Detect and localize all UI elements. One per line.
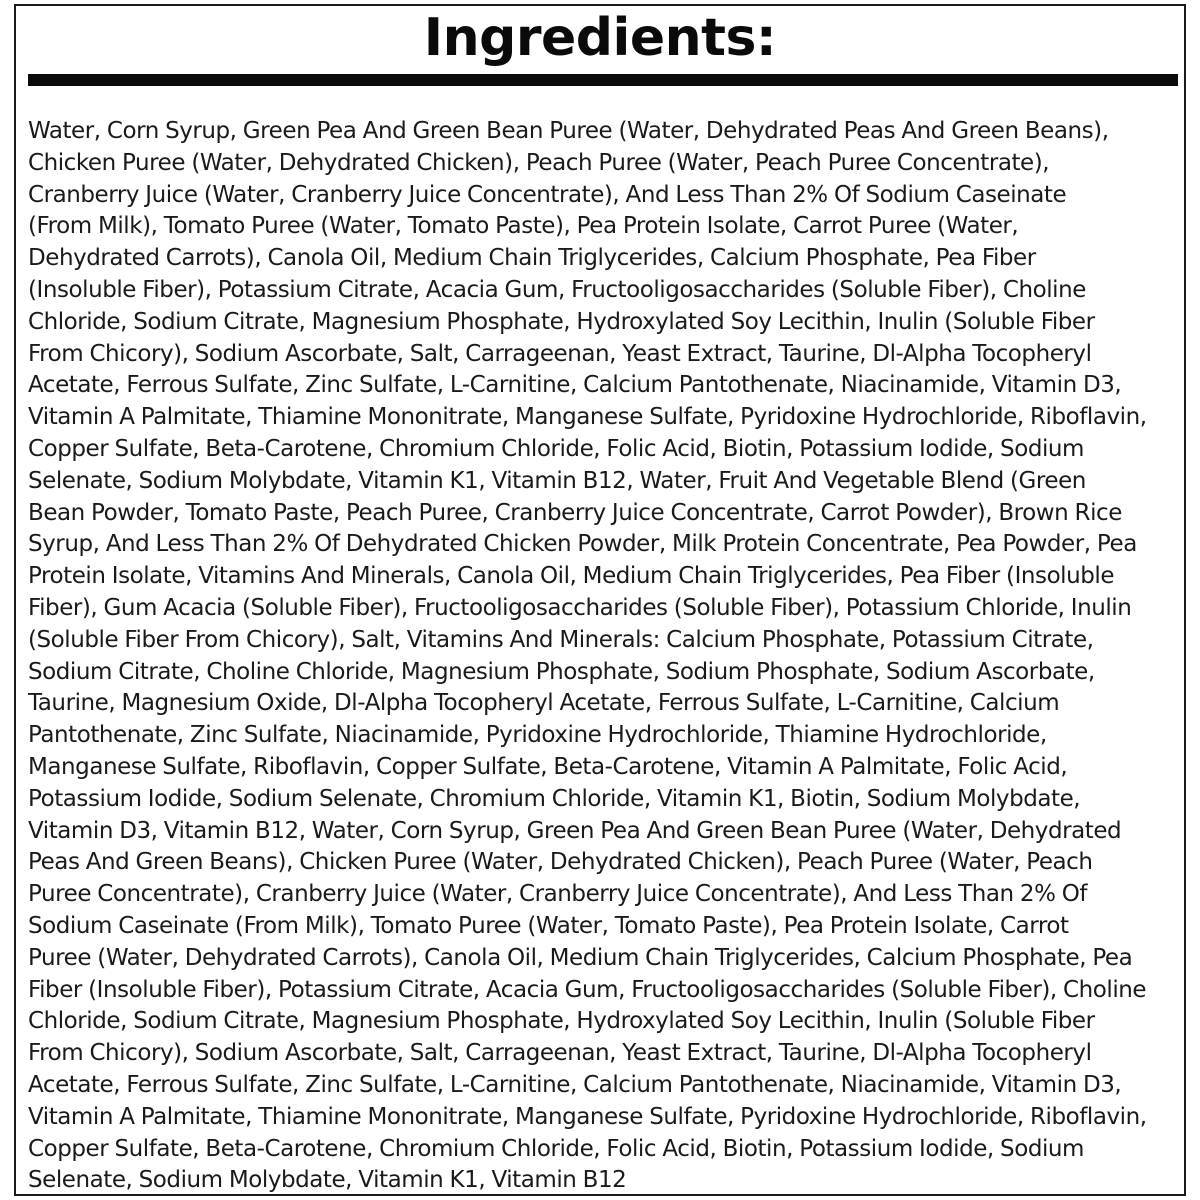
ingredients-text: Water, Corn Syrup, Green Pea And Green Bean Puree (Water, Dehydrated Peas And Green Beans), Chicken Puree (Water, Dehydrated Chicken), Peach Puree (Water, Peach Puree Concentrate), Cranberry Juice (Water, Cranberry Juice Concentrate), And Less Than 2% Of Sodium Caseinate (From Milk), Tomato Puree (Water, Tomato Paste), Pea Protein Isolate, Carrot Puree (Water, Dehydrated Carrots), Canola Oil, Medium Chain Triglycerides, Calcium Phosphate, Pea Fiber (Insoluble Fiber), Potassium Citrate, Acacia Gum, Fructooligosaccharides (Soluble Fiber), Choline Chloride, Sodium Citrate, Magnesium Phosphate, Hydroxylated Soy Lecithin, Inulin (Soluble Fiber From Chicory), Sodium Ascorbate, Salt, Carrageenan, Yeast Extract, Taurine, Dl-Alpha Tocopheryl Acetate, Ferrous Sulfate, Zinc Sulfate, L-Carnitine, Calcium Pantothenate, Niacinamide, Vitamin D3, Vitamin A Palmitate, Thiamine Mononitrate, Manganese Sulfate, Pyridoxine Hydrochloride, Riboflavin, Copper Sulfate, Beta-Carotene, Chromium Chloride, Folic Acid, Biotin, Potassium Iodide, Sodium Selenate, Sodium Molybdate, Vitamin K1, Vitamin B12, Water, Fruit And Vegetable Blend (Green Bean Powder, Tomato Paste, Peach Puree, Cranberry Juice Concentrate, Carrot Powder), Brown Rice Syrup, And Less Than 2% Of Dehydrated Chicken Powder, Milk Protein Concentrate, Pea Powder, Pea Protein Isolate, Vitamins And Minerals, Canola Oil, Medium Chain Triglycerides, Pea Fiber (Insoluble Fiber), Gum Acacia (Soluble Fiber), Fructooligosaccharides (Soluble Fiber), Potassium Chloride, Inulin (Soluble Fiber From Chicory), Salt, Vitamins And Minerals: Calcium Phosphate, Potassium Citrate, Sodium Citrate, Choline Chloride, Magnesium Phosphate, Sodium Phosphate, Sodium Ascorbate, Taurine, Magnesium Oxide, Dl-Alpha Tocopheryl Acetate, Ferrous Sulfate, L-Carnitine, Calcium Pantothenate, Zinc Sulfate, Niacinamide, Pyridoxine Hydrochloride, Thiamine Hydrochloride, Manganese Sulfate, Riboflavin, Copper Sulfate, Beta-Carotene, Vitamin A Palmitate, Folic Acid, Potassium Iodide, Sodium Selenate, Chromium Chloride, Vitamin K1, Biotin, Sodium Molybdate, Vitamin D3, Vitamin B12, Water, Corn Syrup, Green Pea And Green Bean Puree (Water, Dehydrated Peas And Green Beans), Chicken Puree (Water, Dehydrated Chicken), Peach Puree (Water, Peach Puree Concentrate), Cranberry Juice (Water, Cranberry Juice Concentrate), And Less Than 2% Of Sodium Caseinate (From Milk), Tomato Puree (Water, Tomato Paste), Pea Protein Isolate, Carrot Puree (Water, Dehydrated Carrots), Canola Oil, Medium Chain Triglycerides, Calcium Phosphate, Pea Fiber (Insoluble Fiber), Potassium Citrate, Acacia Gum, Fructooligosaccharides (Soluble Fiber), Choline Chloride, Sodium Citrate, Magnesium Phosphate, Hydroxylated Soy Lecithin, Inulin (Soluble Fiber From Chicory), Sodium Ascorbate, Salt, Carrageenan, Yeast Extract, Taurine, Dl-Alpha Tocopheryl Acetate, Ferrous Sulfate, Zinc Sulfate, L-Carnitine, Calcium Pantothenate, Niacinamide, Vitamin D3, Vitamin A Palmitate, Thiamine Mononitrate, Manganese Sulfate, Pyridoxine Hydrochloride, Riboflavin, Copper Sulfate, Beta-Carotene, Chromium Chloride, Folic Acid, Biotin, Potassium Iodide, Sodium Selenate, Sodium Molybdate, Vitamin K1, Vitamin B12: [28, 118, 1147, 1194]
ingredients-heading: Ingredients:: [423, 8, 777, 68]
ingredients-panel: [14, 4, 1186, 1196]
heading-rule: [28, 74, 1178, 86]
